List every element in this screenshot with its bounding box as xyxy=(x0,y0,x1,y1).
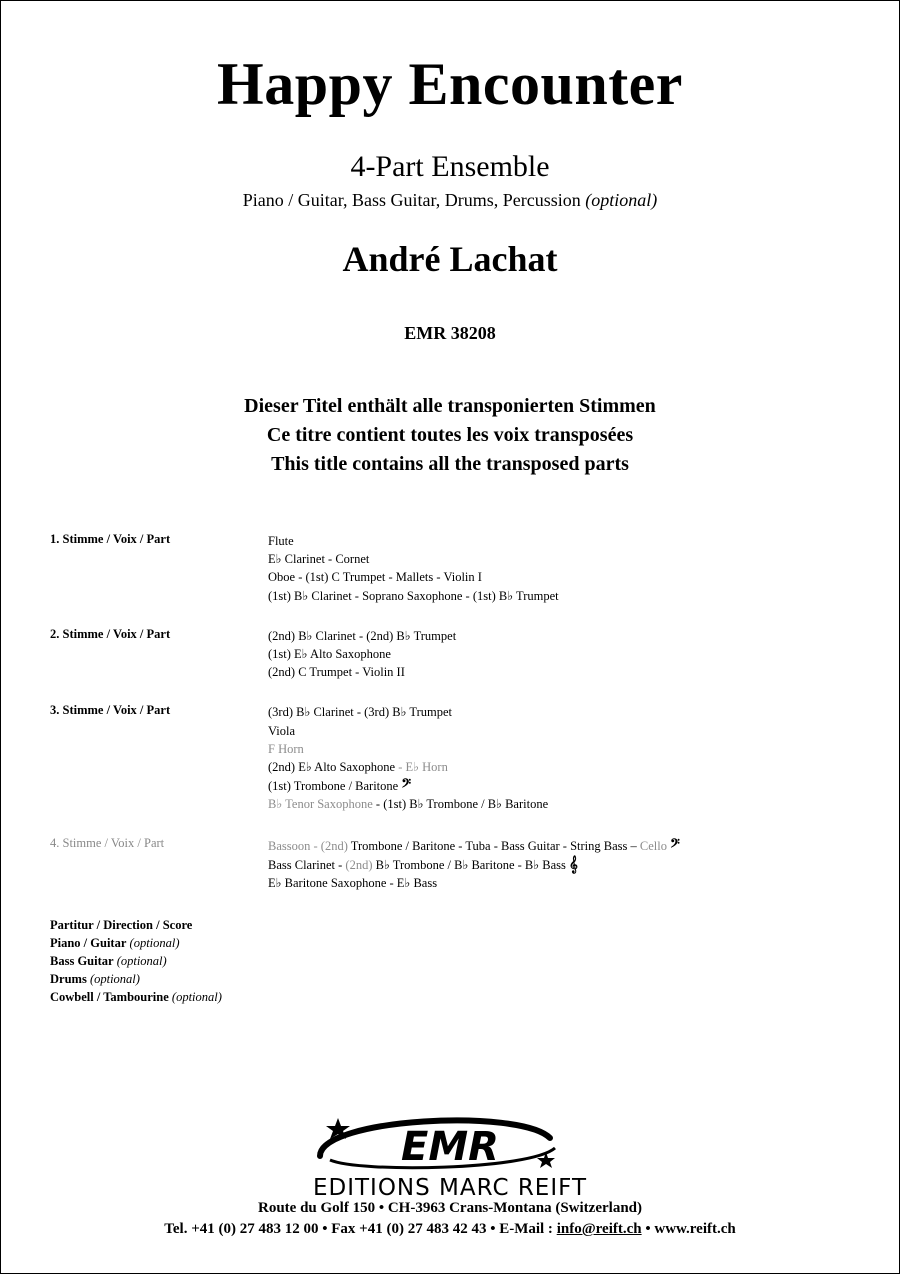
part-line: Viola xyxy=(268,723,296,738)
part-line: E♭ Clarinet - Cornet xyxy=(268,552,370,567)
website: • www.reift.ch xyxy=(645,1221,736,1237)
publisher-contact xyxy=(0,1221,900,1238)
publisher-address: Route du Golf 150 • CH-3963 Crans-Montana (Switzerland) xyxy=(258,1200,642,1216)
part-label: 4. Stimme / Voix / Part xyxy=(50,835,165,850)
part-group-3 xyxy=(50,703,830,813)
part-segment: Cello xyxy=(639,838,667,853)
part-line: (1st) E♭ Alto Saxophone xyxy=(268,647,391,662)
score-item: Partitur / Direction / Score xyxy=(50,918,193,932)
part-segment: B♭ Tenor Saxophone xyxy=(268,797,373,812)
part-segment: (2nd) xyxy=(345,857,373,872)
email-link[interactable]: info@reift.ch xyxy=(556,1221,642,1237)
part-line: (1st) B♭ Clarinet - Soprano Saxophone - (1st) B♭ Trumpet xyxy=(268,588,559,603)
part-group-1 xyxy=(50,532,830,605)
bass-clef-icon: 𝄢 xyxy=(401,776,411,795)
part-line: (2nd) C Trumpet - Violin II xyxy=(268,665,405,680)
score-item: Bass Guitar (optional) xyxy=(50,954,167,968)
logo-text: EMR xyxy=(401,1124,499,1170)
part-label: 1. Stimme / Voix / Part xyxy=(50,532,171,546)
composer: André Lachat xyxy=(342,239,558,279)
part-segment: Bass Clarinet - xyxy=(268,857,343,872)
part-line: (2nd) B♭ Clarinet - (2nd) B♭ Trumpet xyxy=(268,628,457,643)
subtitle: 4-Part Ensemble xyxy=(350,150,550,183)
part-segment: Bassoon - (2nd) xyxy=(268,838,348,853)
notice-german: Dieser Titel enthält alle transponierten Stimmen xyxy=(244,395,656,417)
bass-clef-icon: 𝄢 xyxy=(670,835,680,854)
score-list xyxy=(50,916,222,1006)
score-item: Drums (optional) xyxy=(50,972,140,986)
part-line: E♭ Baritone Saxophone - E♭ Bass xyxy=(268,876,438,891)
part-segment: (1st) Trombone / Baritone xyxy=(268,779,399,794)
page-title: Happy Encounter xyxy=(217,51,683,117)
treble-clef-icon: 𝄞 xyxy=(569,854,578,873)
part-segment: B♭ Trombone / B♭ Baritone - B♭ Bass xyxy=(375,857,566,872)
score-item: Piano / Guitar (optional) xyxy=(50,936,180,950)
contact-phone-fax: Tel. +41 (0) 27 483 12 00 • Fax +41 (0) 27 483 42 43 • E-Mail : xyxy=(164,1221,553,1237)
part-group-4 xyxy=(50,836,830,893)
publisher-name: EDITIONS MARC REIFT xyxy=(312,1175,588,1201)
parts-list xyxy=(50,532,830,914)
part-label: 3. Stimme / Voix / Part xyxy=(50,703,171,718)
notice-french: Ce titre contient toutes les voix transposées xyxy=(266,424,634,446)
notice-english: This title contains all the transposed parts xyxy=(271,453,629,475)
part-line: (3rd) B♭ Clarinet - (3rd) B♭ Trumpet xyxy=(268,705,452,720)
instrumentation xyxy=(0,190,900,211)
score-item: Cowbell / Tambourine (optional) xyxy=(50,990,222,1004)
part-segment: Trombone / Baritone - Tuba - Bass Guitar - String Bass – xyxy=(350,838,637,853)
instrumentation-main: Piano / Guitar, Bass Guitar, Drums, Percussion xyxy=(242,190,581,210)
part-group-2 xyxy=(50,627,830,682)
part-line: Flute xyxy=(268,534,294,548)
emr-logo xyxy=(300,1108,600,1178)
part-line: Oboe - (1st) C Trumpet - Mallets - Violin I xyxy=(268,570,482,585)
part-segment: (2nd) E♭ Alto Saxophone xyxy=(268,760,396,775)
part-line: F Horn xyxy=(268,741,304,756)
part-segment: - (1st) B♭ Trombone / B♭ Baritone xyxy=(375,797,549,812)
part-label: 2. Stimme / Voix / Part xyxy=(50,626,171,641)
instrumentation-optional: (optional) xyxy=(585,190,658,210)
catalog-code: EMR 38208 xyxy=(404,323,496,343)
part-segment: - E♭ Horn xyxy=(398,760,448,775)
